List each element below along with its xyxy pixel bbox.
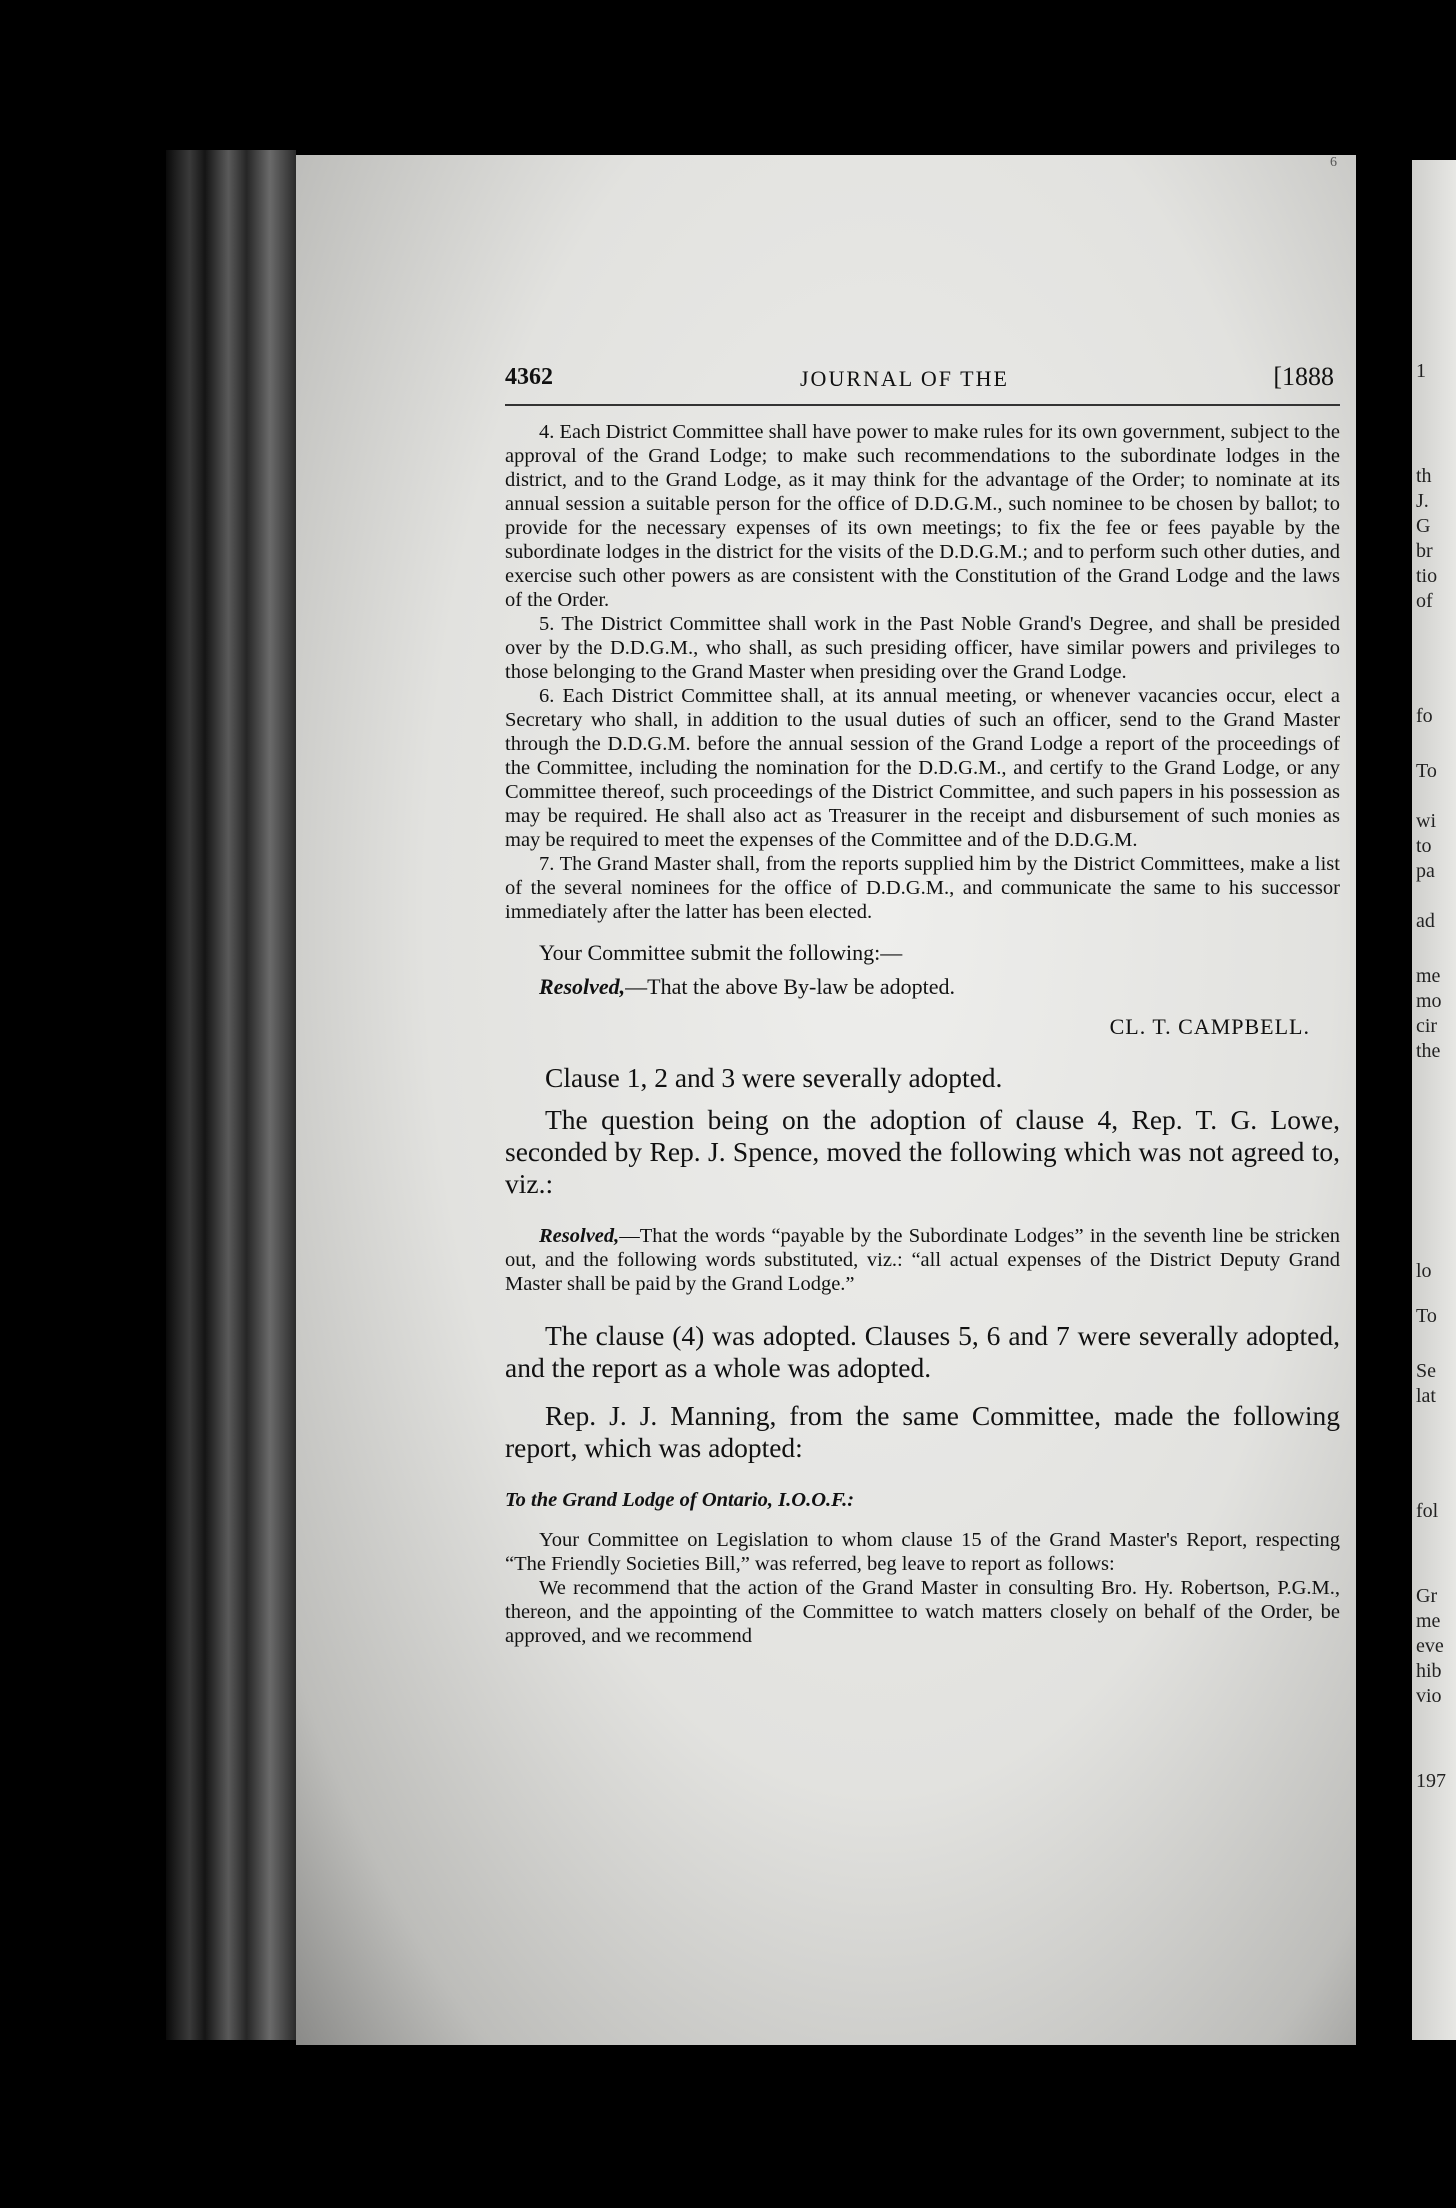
amendment-resolution <box>505 1224 1340 1296</box>
adjacent-page-fragment: Gr <box>1416 1585 1438 1607</box>
adjacent-page-fragment: th <box>1416 465 1432 487</box>
adjacent-page-fragment: the <box>1416 1040 1441 1062</box>
report-para-1: Your Committee on Legislation to whom clause 15 of the Grand Master's Report, respecting “The Friendly Societies Bill,” was referred, beg leave to report as follows: <box>505 1529 1340 1575</box>
clause-7: 7. The Grand Master shall, from the reports supplied him by the District Committees, make a list of the several nominees for the office of D.D.G.M., and communicate the same to his successor immediately after the latter has been elected. <box>505 853 1340 923</box>
report-para-2: We recommend that the action of the Grand Master in consulting Bro. Hy. Robertson, P.G.M., thereon, and the appointing of the Committee to watch matters closely on behalf of the Order, be approved, and we recommend <box>505 1577 1340 1647</box>
adjacent-page-fragment: to <box>1416 835 1432 857</box>
adjacent-page-fragment: pa <box>1416 860 1435 882</box>
adjacent-page-fragment: cir <box>1416 1015 1438 1037</box>
amendment-text: —That the words “payable by the Subordinate Lodges” in the seventh line be stricken out, and the following words substituted, viz.: “all actual expenses of the District Deputy Grand Master shall be paid by the Grand Lodge.” <box>505 1225 1340 1295</box>
amendment-block <box>505 1224 1340 1296</box>
book-binding-shadow <box>166 150 296 2040</box>
page-number: 4362 <box>505 364 553 390</box>
adjacent-page-fragment: lo <box>1416 1260 1432 1282</box>
resolved-label: Resolved, <box>539 974 626 999</box>
adjacent-page-fragment: fol <box>1416 1500 1439 1522</box>
clauses-adopted: Clause 1, 2 and 3 were severally adopted. <box>545 1062 1003 1093</box>
adjacent-page-fragment: br <box>1416 540 1433 562</box>
adjacent-page-fragment: hib <box>1416 1660 1442 1682</box>
adjacent-page-fragment: 197 <box>1416 1770 1446 1792</box>
legislation-report <box>505 1488 1340 1648</box>
clause-4-adopted: The clause (4) was adopted. Clauses 5, 6 and 7 were severally adopted, and the report as a whole was adopted. <box>505 1320 1340 1383</box>
adjacent-page-fragment: vio <box>1416 1685 1442 1707</box>
adjacent-page-fragment: lat <box>1416 1385 1436 1407</box>
adjacent-page-fragment: fo <box>1416 705 1433 727</box>
adjacent-page-fragment: tio <box>1416 565 1438 587</box>
adjacent-page-fragment: wi <box>1416 810 1436 832</box>
resolved-line <box>505 972 1340 1002</box>
by-law-clauses <box>505 420 1340 924</box>
adjacent-page-fragment: me <box>1416 965 1441 987</box>
submit-line: Your Committee submit the following:— <box>539 940 903 965</box>
clause-6: 6. Each District Committee shall, at its annual meeting, or whenever vacancies occur, elect a Secretary who shall, in addition to the usual duties of such an officer, send to the Grand Master through the D.D.G.M. before the annual session of the Grand Lodge a report of the proceedings of the Committee, including the nomination for the D.D.G.M., and certify to the Grand Lodge, or any Committee thereof, such proceedings of the District Committee, and such papers in his possession as may be required. He shall also act as Treasurer in the receipt and disbursement of such monies as may be required to meet the expenses of the Committee and of the D.D.G.M. <box>505 685 1340 851</box>
adjacent-page-fragment: mo <box>1416 990 1442 1012</box>
adjacent-page-fragment: 1 <box>1416 360 1426 382</box>
adjacent-page-fragment: eve <box>1416 1635 1444 1657</box>
adjacent-page-fragment: G <box>1416 515 1431 537</box>
committee-submission <box>505 938 1340 1042</box>
amendment-question: The question being on the adoption of clause 4, Rep. T. G. Lowe, seconded by Rep. J. Spence, moved the following which was not agreed to, viz.: <box>505 1104 1340 1199</box>
journal-year: [1888 <box>1273 362 1334 391</box>
adjacent-page-fragment: Se <box>1416 1360 1436 1382</box>
signature: CL. T. CAMPBELL. <box>1109 1014 1310 1039</box>
page-content <box>505 360 1340 1648</box>
adjacent-page-fragment: of <box>1416 590 1433 612</box>
adjacent-page-fragment: ad <box>1416 910 1435 932</box>
adjacent-page-fragment: To <box>1416 760 1437 782</box>
proceedings-block <box>505 1062 1340 1200</box>
corner-mark: 6 <box>1330 155 1337 170</box>
running-head <box>505 360 1340 406</box>
adjacent-page-fragment: To <box>1416 1305 1437 1327</box>
clause-4: 4. Each District Committee shall have power to make rules for its own government, subject to the approval of the Grand Lodge; to make such recommendations to the subordinate lodges in the district, and to the Grand Lodge, as it may think for the advantage of the Order; to nominate at its annual session a suitable person for the office of D.D.G.M., such nominee to be chosen by ballot; to provide for the necessary expenses of its own meetings; to fix the fee or fees payable by the subordinate lodges in the district for the visits of the D.D.G.M.; and to perform such other duties, and exercise such other powers as are consistent with the Constitution of the Grand Lodge and the laws of the Order. <box>505 421 1340 611</box>
proceedings-block-2 <box>505 1320 1340 1464</box>
adjacent-page-fragment: J. <box>1416 490 1429 512</box>
resolved-text: —That the above By-law be adopted. <box>625 974 956 999</box>
adjacent-page-edge <box>1412 160 1456 2040</box>
clause-5: 5. The District Committee shall work in the Past Noble Grand's Degree, and shall be presided over by the D.D.G.M., who shall, as such presiding officer, have similar powers and privileges to those belonging to the Grand Master when presiding over the Grand Lodge. <box>505 613 1340 683</box>
journal-title: JOURNAL OF THE <box>800 366 1009 391</box>
amendment-resolved-label: Resolved, <box>539 1225 620 1247</box>
manning-report: Rep. J. J. Manning, from the same Committee, made the following report, which was adopted: <box>505 1400 1340 1463</box>
adjacent-page-fragment: me <box>1416 1610 1441 1632</box>
report-addressee: To the Grand Lodge of Ontario, I.O.O.F.: <box>505 1489 855 1511</box>
